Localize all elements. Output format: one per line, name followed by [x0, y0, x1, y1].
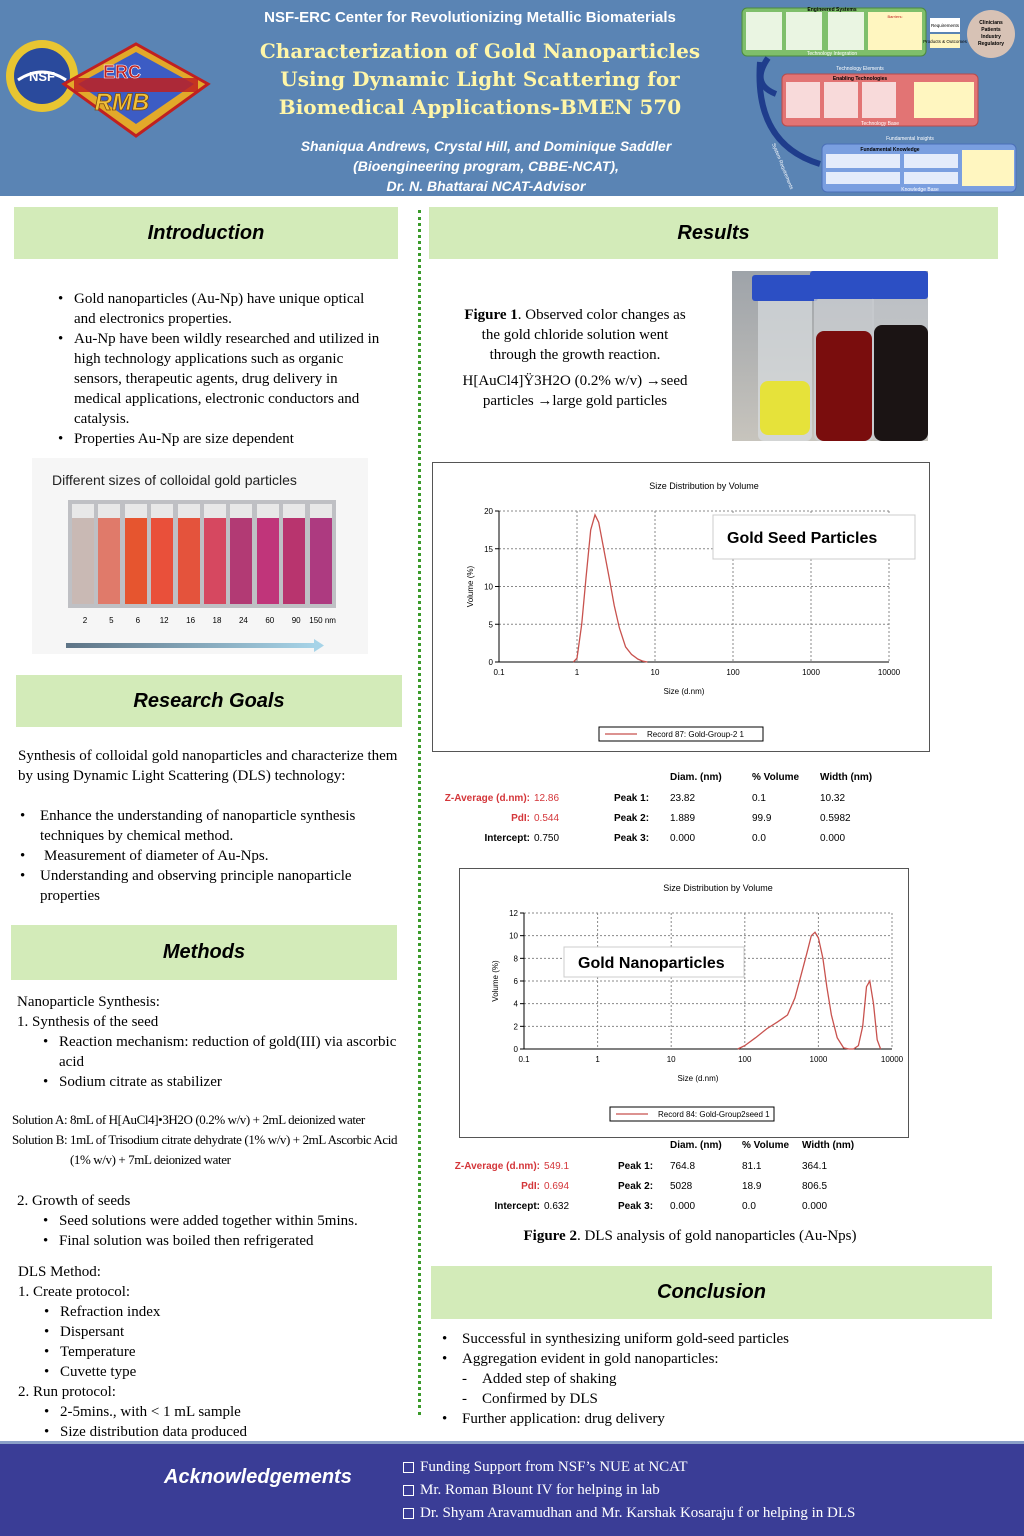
results-title: Results	[429, 207, 998, 259]
x-tick-label: 0.1	[493, 668, 505, 677]
figure2-caption	[460, 1226, 920, 1246]
y-tick-label: 10	[484, 582, 493, 592]
table-cell: 10.32	[820, 793, 846, 804]
table-header: % Volume	[752, 772, 800, 783]
ack-item	[400, 1502, 1000, 1525]
strategy-label: Regulatory	[977, 41, 1005, 47]
nsf-text: NSF	[29, 69, 55, 84]
dls-heading: DLS Method:	[18, 1264, 101, 1280]
ack-text: Funding Support from NSF’s NUE at NCAT	[420, 1459, 688, 1475]
list-item: • Successful in synthesizing uniform gold-seed particles	[440, 1329, 980, 1349]
dls-step: 1. Create protocol:	[18, 1284, 131, 1300]
strategy-label: Fundamental Knowledge	[860, 147, 920, 153]
conclusion-sublist: - Added step of shaking - Confirmed by DLS	[462, 1371, 617, 1407]
figure1-label: Figure 1	[464, 307, 518, 323]
yellow-vial	[752, 275, 818, 441]
size-label: 5	[109, 616, 114, 625]
step2-list	[41, 1211, 407, 1251]
strategy-label: Technology Base	[860, 121, 900, 127]
y-tick-label: 2	[513, 1022, 518, 1032]
strategy-label: Engineered Systems	[807, 7, 857, 13]
x-tick-label: 10000	[880, 1055, 904, 1064]
x-tick-label: 1000	[802, 668, 820, 677]
gold-vial	[125, 504, 147, 604]
vial-rack	[68, 500, 336, 608]
nsf-seal-icon	[6, 40, 78, 112]
seed-size-distribution-chart	[433, 463, 928, 750]
pdi-label: PdI:	[511, 813, 530, 824]
strategy-label: Industry	[981, 34, 1001, 40]
strategy-label: Products & Outcomes	[923, 39, 967, 44]
step1-list	[41, 1032, 397, 1092]
table-cell: 1.889	[670, 813, 696, 824]
table-cell: 806.5	[802, 1181, 828, 1192]
size-label: 150 nm	[309, 616, 336, 625]
size-label: 90	[291, 616, 301, 625]
authors	[226, 136, 746, 196]
strategy-label: Clinicians	[979, 20, 1003, 26]
x-tick-label: 10	[666, 1055, 676, 1064]
strategy-label: Patients	[981, 27, 1001, 33]
size-label: 6	[135, 616, 141, 625]
ack-item	[400, 1456, 1000, 1479]
dls-step: 2. Run protocol:	[18, 1384, 116, 1400]
sub-item: Confirmed by DLS	[482, 1391, 598, 1407]
nsf-erc-logo	[4, 36, 218, 148]
conclusion-list-2	[440, 1409, 980, 1429]
gold-vial	[283, 504, 305, 604]
goals-list	[18, 806, 398, 906]
x-tick-label: 10	[650, 668, 660, 677]
conclusion-list	[440, 1329, 980, 1369]
chart-annotation: Gold Seed Particles	[727, 530, 878, 547]
title-line: Characterization of Gold Nanoparticles	[259, 39, 701, 63]
size-label: 18	[212, 616, 222, 625]
intercept-value: 0.632	[544, 1201, 570, 1212]
gold-vial	[98, 504, 120, 604]
pdi-label: PdI:	[521, 1181, 540, 1192]
dls-step1-list	[42, 1302, 398, 1382]
poster-title	[226, 37, 734, 121]
list-item: • Further application: drug delivery	[440, 1409, 980, 1429]
table-cell: 364.1	[802, 1161, 828, 1172]
list-item: • Properties Au-Np are size dependent	[56, 429, 386, 449]
table-cell: 0.000	[820, 833, 846, 844]
table-cell: 764.8	[670, 1161, 696, 1172]
peak-label: Peak 3:	[614, 833, 650, 844]
gold-vial	[151, 504, 173, 604]
x-tick-label: 100	[726, 668, 740, 677]
zavg-label: Z-Average (d.nm):	[444, 793, 530, 804]
gold-vial	[257, 504, 279, 604]
ack-item	[400, 1479, 1000, 1502]
dls-table-seed	[440, 765, 910, 855]
gold-vial	[230, 504, 252, 604]
colloidal-gold-image	[32, 458, 368, 654]
legend-label: Record 84: Gold-Group2seed 1	[658, 1110, 770, 1119]
table-cell: 0.000	[670, 1201, 696, 1212]
size-label: 24	[238, 616, 248, 625]
x-axis-label: Size (d.nm)	[677, 1074, 719, 1083]
pdi-value: 0.694	[544, 1181, 570, 1192]
y-tick-label: 20	[484, 507, 493, 516]
figure1-caption-text: . Observed color changes as the gold chloride solution went through the growth reaction.	[481, 307, 686, 363]
legend-label: Record 87: Gold-Group-2 1	[647, 730, 744, 739]
strategy-label: Barriers:	[887, 14, 903, 19]
y-axis-label: Volume (%)	[466, 565, 475, 608]
size-arrow-icon	[64, 638, 326, 652]
list-item: • Enhance the understanding of nanoparticle synthesis techniques by chemical method.	[18, 806, 398, 846]
rmb-text: RMB	[94, 89, 150, 116]
sub-item: Added step of shaking	[482, 1371, 617, 1387]
gold-vial	[72, 504, 94, 604]
x-tick-label: 100	[738, 1055, 752, 1064]
methods-title: Methods	[11, 925, 397, 980]
list-item: • Cuvette type	[42, 1362, 398, 1382]
table-cell: 18.9	[742, 1181, 762, 1192]
author-line: Dr. N. Bhattarai NCAT-Advisor	[386, 178, 586, 194]
strategy-label: Requirements	[930, 23, 960, 28]
y-tick-label: 4	[513, 999, 518, 1009]
gold-vial	[204, 504, 226, 604]
table-cell: 81.1	[742, 1161, 762, 1172]
table-cell: 0.0	[752, 833, 766, 844]
author-line: Shaniqua Andrews, Crystal Hill, and Dominique Saddler	[300, 138, 672, 154]
list-item: • Reaction mechanism: reduction of gold(III) via ascorbic acid	[41, 1032, 397, 1072]
dls-chart-seed	[432, 462, 930, 752]
y-tick-label: 15	[484, 544, 493, 554]
gold-vial	[310, 504, 332, 604]
peak-label: Peak 3:	[618, 1201, 654, 1212]
solution-b-cont: (1% w/v) + 7mL deionized water	[70, 1152, 231, 1167]
list-item: • Seed solutions were added together within 5mins.	[41, 1211, 407, 1231]
x-axis-label: Size (d.nm)	[663, 687, 705, 696]
size-label: 12	[159, 616, 169, 625]
acknowledgements-list	[400, 1456, 1000, 1525]
title-line: Using Dynamic Light Scattering for	[280, 67, 680, 91]
figure1-caption	[458, 305, 692, 411]
strategy-label: Technology Integration	[806, 51, 858, 57]
methods-step: 1. Synthesis of the seed	[17, 1014, 159, 1030]
x-tick-label: 0.1	[518, 1055, 530, 1064]
figure1-formula: H[AuCl4]Ÿ3H2O (0.2% w/v) →seed particles →large gold particles	[462, 373, 688, 409]
table-cell: 0.000	[670, 833, 696, 844]
zavg-value: 12.86	[534, 793, 560, 804]
table-header: Width (nm)	[820, 772, 873, 783]
y-tick-label: 5	[488, 620, 493, 630]
size-label: 2	[82, 616, 88, 625]
list-item: • 2-5mins., with < 1 mL sample	[42, 1402, 398, 1422]
y-tick-label: 0	[513, 1045, 518, 1054]
series-line	[738, 932, 881, 1049]
ack-text: Dr. Shyam Aravamudhan and Mr. Karshak Kosaraju f or helping in DLS	[420, 1505, 856, 1521]
table-cell: 23.82	[670, 793, 696, 804]
table-header: % Volume	[742, 1140, 790, 1151]
list-item: • Gold nanoparticles (Au-Np) have unique optical and electronics properties.	[56, 289, 386, 329]
methods-section	[17, 992, 397, 1092]
strategy-label: Enabling Technologies	[832, 76, 888, 82]
nanoparticle-size-distribution-chart	[460, 869, 907, 1136]
table-cell: 0.1	[752, 793, 766, 804]
size-label: 16	[186, 616, 196, 625]
author-line: (Bioengineering program, CBBE-NCAT),	[353, 158, 619, 174]
zavg-value: 549.1	[544, 1161, 570, 1172]
introduction-list	[56, 289, 386, 449]
y-tick-label: 10	[509, 931, 518, 941]
table-cell: 99.9	[752, 813, 772, 824]
acknowledgements-title: Acknowledgements	[164, 1466, 352, 1488]
solution-a: Solution A: 8mL of H[AuCl4]•3H2O (0.2% w/v) + 2mL deionized water	[12, 1112, 365, 1127]
y-tick-label: 8	[513, 954, 518, 964]
size-label: 60	[265, 616, 275, 625]
methods-step: 2. Growth of seeds	[17, 1193, 131, 1209]
research-goals-title: Research Goals	[16, 675, 402, 727]
checkbox-icon	[403, 1462, 414, 1473]
list-item: • Size distribution data produced	[42, 1422, 398, 1442]
table-header: Diam. (nm)	[670, 772, 722, 783]
dls-chart-nanoparticles	[459, 868, 909, 1138]
list-item: • Dispersant	[42, 1322, 398, 1342]
peak-label: Peak 1:	[614, 793, 650, 804]
figure2-caption-text: . DLS analysis of gold nanoparticles (Au-Nps)	[576, 1228, 857, 1244]
y-tick-label: 12	[509, 909, 518, 918]
list-item: • Au-Np have been wildly researched and utilized in high technology applications such as organic sensors, therapeutic agents, drug delivery in medical applications, electronic conductors and catalysis.	[56, 329, 386, 429]
figure2-label: Figure 2	[523, 1228, 577, 1244]
chart-annotation: Gold Nanoparticles	[578, 955, 725, 972]
dls-table-nanoparticles	[454, 1133, 902, 1212]
list-item: • Aggregation evident in gold nanoparticles:	[440, 1349, 980, 1369]
series-line	[573, 515, 647, 662]
title-line: Biomedical Applications-BMEN 570	[278, 95, 682, 119]
intercept-label: Intercept:	[484, 833, 530, 844]
list-item: • Temperature	[42, 1342, 398, 1362]
methods-heading: Nanoparticle Synthesis:	[17, 994, 160, 1010]
growth-section	[17, 1191, 407, 1251]
table-header: Diam. (nm)	[670, 1140, 722, 1151]
y-tick-label: 0	[488, 658, 493, 667]
solution-b: Solution B: 1mL of Trisodium citrate dehydrate (1% w/v) + 2mL Ascorbic Acid	[12, 1132, 398, 1147]
x-tick-label: 10000	[877, 668, 901, 677]
erc-strategy-diagram	[740, 4, 1022, 194]
table-cell: 5028	[670, 1181, 693, 1192]
zavg-label: Z-Average (d.nm):	[454, 1161, 540, 1172]
x-tick-label: 1	[595, 1055, 600, 1064]
list-item: • Refraction index	[42, 1302, 398, 1322]
checkbox-icon	[403, 1508, 414, 1519]
goals-intro: Synthesis of colloidal gold nanoparticles and characterize them by using Dynamic Light Scattering (DLS) technology:	[18, 748, 398, 784]
conclusion-title: Conclusion	[431, 1266, 992, 1319]
pdi-value: 0.544	[534, 813, 560, 824]
list-item: • Measurement of diameter of Au-Nps.	[18, 846, 398, 866]
intercept-value: 0.750	[534, 833, 560, 844]
table-header: Width (nm)	[802, 1140, 855, 1151]
list-item: • Sodium citrate as stabilizer	[41, 1072, 397, 1092]
table-cell: 0.0	[742, 1201, 756, 1212]
erc-text: ERC	[102, 62, 142, 82]
strategy-label: System Requirements	[770, 142, 795, 191]
dls-step2-list	[42, 1402, 398, 1442]
image-title: Different sizes of colloidal gold particles	[52, 472, 297, 488]
introduction-title: Introduction	[14, 207, 398, 259]
chart-title: Size Distribution by Volume	[663, 883, 773, 893]
y-tick-label: 6	[513, 977, 518, 986]
peak-label: Peak 2:	[618, 1181, 654, 1192]
ack-text: Mr. Roman Blount IV for helping in lab	[420, 1482, 660, 1498]
checkbox-icon	[403, 1485, 414, 1496]
conclusion-section	[440, 1329, 980, 1429]
strategy-label: Knowledge Base	[901, 187, 939, 193]
dark-vial	[870, 271, 928, 441]
red-vial	[810, 271, 880, 441]
acknowledgements-footer	[0, 1441, 1024, 1536]
strategy-label: Fundamental Insights	[886, 136, 934, 142]
strategy-label: Technology Elements	[836, 66, 884, 72]
strategy-diagram-graphic	[740, 4, 1022, 194]
x-tick-label: 1	[574, 668, 580, 677]
y-axis-label: Volume (%)	[491, 960, 500, 1002]
org-name: NSF-ERC Center for Revolutionizing Metallic Biomaterials	[264, 9, 676, 26]
intercept-label: Intercept:	[494, 1201, 540, 1212]
dls-section	[18, 1262, 398, 1442]
peak-label: Peak 1:	[618, 1161, 654, 1172]
table-cell: 0.5982	[820, 813, 851, 824]
table-cell: 0.000	[802, 1201, 828, 1212]
list-item: • Understanding and observing principle nanoparticle properties	[18, 866, 398, 906]
chart-title: Size Distribution by Volume	[649, 481, 759, 491]
solutions	[12, 1110, 412, 1170]
poster-header	[0, 0, 1024, 196]
gold-vial	[178, 504, 200, 604]
x-tick-label: 1000	[809, 1055, 828, 1064]
vials-photo	[732, 271, 928, 441]
list-item: • Final solution was boiled then refrigerated	[41, 1231, 407, 1251]
peak-label: Peak 2:	[614, 813, 650, 824]
